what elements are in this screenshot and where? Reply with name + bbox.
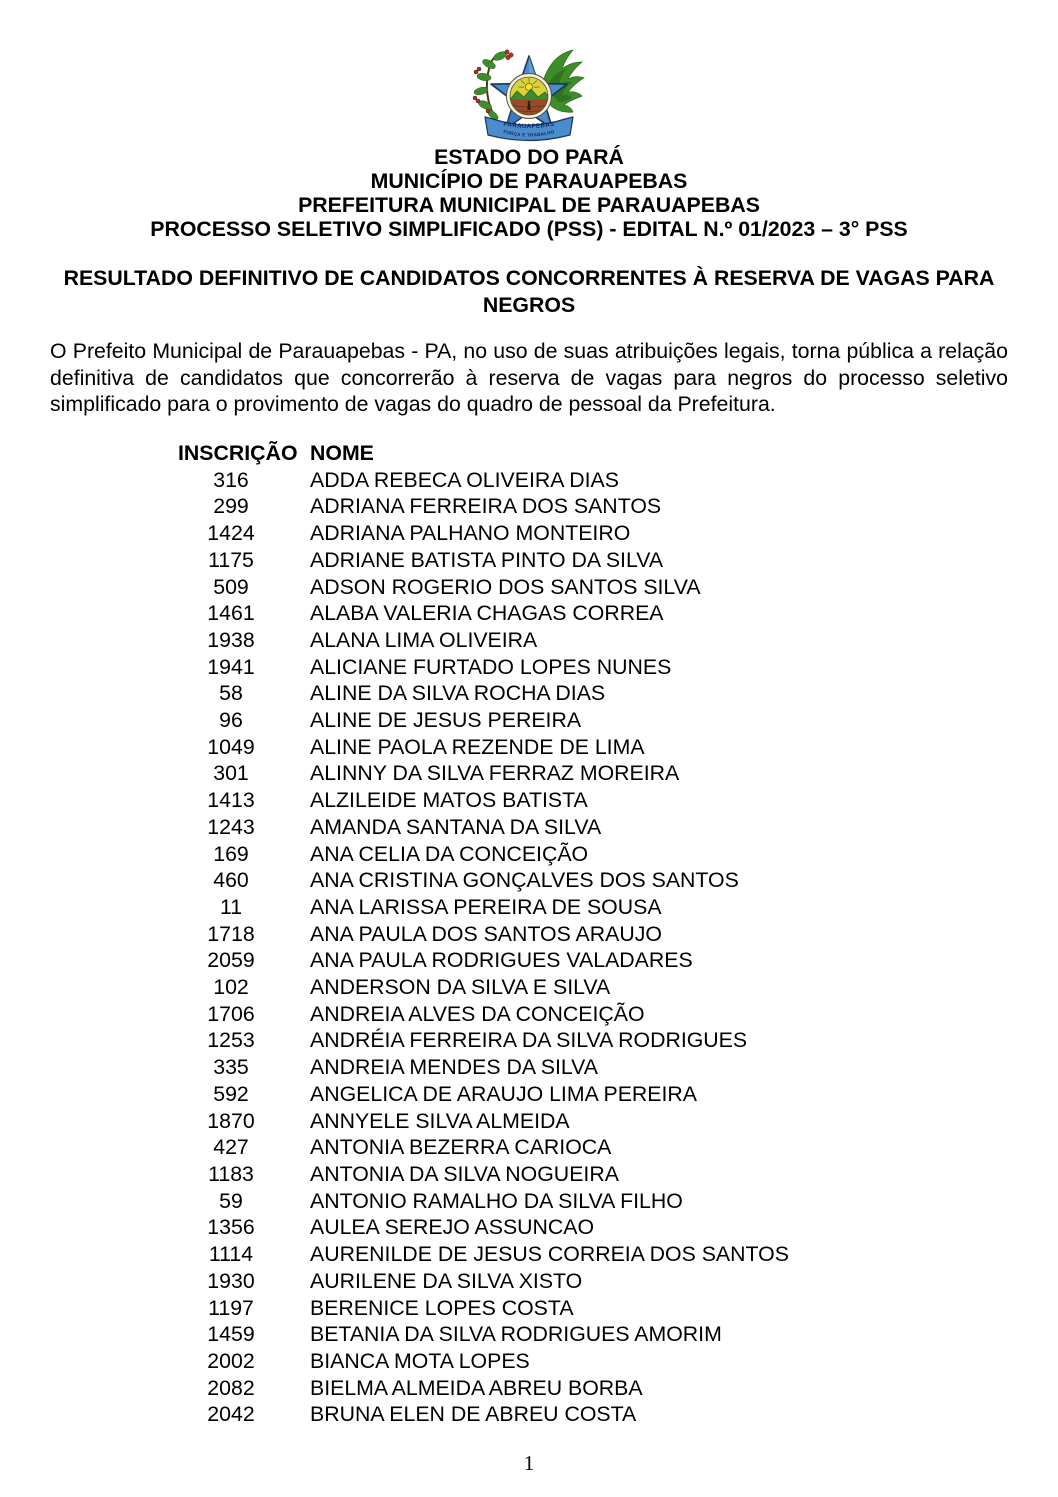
inscription-cell: 301 [213,761,249,786]
inscription-cell: 1706 [207,1001,255,1026]
inscription-cell: 1459 [207,1322,255,1347]
table-row [178,1054,789,1081]
ribbon-icon [485,117,573,141]
inscription-cell: 1930 [207,1268,255,1293]
intro-paragraph: O Prefeito Municipal de Parauapebas - PA, no uso de suas atribuições legais, torna pública a relação definitiva de candidatos que concorrerão à reserva de vagas para negros do processo seletivo simplificado para o provimento de vagas do quadro de pessoal da Prefeitura. [50,339,1008,417]
document-title-line1: RESULTADO DEFINITIVO DE CANDIDATOS CONCORRENTES À RESERVA DE VAGAS PARA [63,266,995,290]
name-cell: ALABA VALERIA CHAGAS CORREA [310,601,664,626]
table-row [178,1268,789,1295]
svg-text:PARAUAPEBAS [503,121,555,130]
inscription-cell: 592 [213,1081,249,1106]
table-row [178,520,789,547]
table-header-row [178,440,789,467]
table-row [178,1001,789,1028]
table-row [178,627,789,654]
name-cell: ANDREIA ALVES DA CONCEIÇÃO [310,1001,645,1026]
table-row [178,894,789,921]
name-cell: ANTONIA DA SILVA NOGUEIRA [310,1161,619,1186]
name-cell: ANTONIA BEZERRA CARIOCA [310,1135,612,1160]
inscription-cell: 460 [213,868,249,893]
inscription-cell: 1175 [208,547,254,572]
name-cell: ANDERSON DA SILVA E SILVA [310,975,611,1000]
inscription-cell: 1253 [207,1028,255,1053]
name-cell: BRUNA ELEN DE ABREU COSTA [310,1402,637,1427]
inscription-cell: 1243 [207,814,255,839]
inscription-cell: 509 [213,574,249,599]
name-cell: ANDREIA MENDES DA SILVA [310,1055,598,1080]
name-cell: AURILENE DA SILVA XISTO [310,1268,583,1293]
inscription-cell: 58 [219,681,243,706]
name-cell: ADRIANA PALHANO MONTEIRO [310,521,631,546]
inscription-cell: 2082 [207,1375,255,1400]
inscription-cell: 1938 [207,627,255,652]
name-cell: AURENILDE DE JESUS CORREIA DOS SANTOS [310,1242,789,1267]
name-cell: ADSON ROGERIO DOS SANTOS SILVA [310,574,701,599]
name-cell: ANDRÉIA FERREIRA DA SILVA RODRIGUES [310,1028,748,1053]
table-row [178,467,789,494]
table-row [178,493,789,520]
name-cell: BERENICE LOPES COSTA [310,1295,574,1320]
column-header-nome: NOME [310,441,374,465]
table-row [178,1161,789,1188]
name-cell: ALINNY DA SILVA FERRAZ MOREIRA [310,761,680,786]
name-cell: ANA PAULA DOS SANTOS ARAUJO [310,921,662,946]
table-row [178,1188,789,1215]
name-cell: ALICIANE FURTADO LOPES NUNES [310,654,672,679]
name-cell: BIELMA ALMEIDA ABREU BORBA [310,1375,643,1400]
name-cell: BETANIA DA SILVA RODRIGUES AMORIM [310,1322,722,1347]
inscription-cell: 335 [213,1055,249,1080]
table-row [178,947,789,974]
inscription-cell: 11 [219,894,243,919]
name-cell: ADRIANE BATISTA PINTO DA SILVA [310,547,664,572]
table-row [178,1375,789,1402]
candidates-rows [178,467,789,1428]
table-row [178,680,789,707]
page-number: 1 [523,1451,535,1475]
inscription-cell: 102 [213,975,249,1000]
candidates-table [178,440,789,1428]
inscription-cell: 2042 [207,1402,255,1427]
letterhead-line-municipality: MUNICÍPIO DE PARAUAPEBAS [370,169,688,193]
name-cell: ANA PAULA RODRIGUES VALADARES [310,948,693,973]
name-cell: ANA LARISSA PEREIRA DE SOUSA [310,894,662,919]
table-row [178,1081,789,1108]
document-title [0,265,1058,319]
inscription-cell: 1413 [207,788,255,813]
name-cell: ALINE DA SILVA ROCHA DIAS [310,681,606,706]
table-row [178,600,789,627]
name-cell: ANGELICA DE ARAUJO LIMA PEREIRA [310,1081,698,1106]
table-row [178,841,789,868]
coat-of-arms [463,47,595,145]
table-row [178,867,789,894]
table-row [178,654,789,681]
name-cell: AMANDA SANTANA DA SILVA [310,814,602,839]
letterhead-line-edital: PROCESSO SELETIVO SIMPLIFICADO (PSS) - EDITAL N.º 01/2023 – 3° PSS [150,217,908,241]
name-cell: ALANA LIMA OLIVEIRA [310,627,538,652]
inscription-cell: 1197 [208,1295,254,1320]
letterhead-line-prefecture: PREFEITURA MUNICIPAL DE PARAUAPEBAS [298,193,760,217]
name-cell: ALINE PAOLA REZENDE DE LIMA [310,734,645,759]
coat-of-arms-graphic [463,47,595,145]
table-row [178,547,789,574]
ribbon-text-city: PARAUAPEBAS [502,120,556,131]
name-cell: ANNYELE SILVA ALMEIDA [310,1108,570,1133]
table-row [178,1295,789,1322]
ribbon-text-motto: FORÇA E TRABALHO [502,129,556,138]
name-cell: ADRIANA FERREIRA DOS SANTOS [310,494,662,519]
name-cell: ANA CELIA DA CONCEIÇÃO [310,841,589,866]
table-row [178,1401,789,1428]
inscription-cell: 299 [213,494,249,519]
inscription-cell: 2002 [207,1348,255,1373]
inscription-cell: 1870 [207,1108,255,1133]
inscription-cell: 59 [219,1188,243,1213]
table-row [178,921,789,948]
inscription-cell: 1941 [207,654,255,679]
inscription-cell: 1424 [207,521,255,546]
inscription-cell: 1049 [207,734,255,759]
table-row [178,787,789,814]
table-row [178,707,789,734]
table-row [178,1134,789,1161]
inscription-cell: 427 [213,1135,249,1160]
inscription-cell: 169 [213,841,249,866]
name-cell: ALZILEIDE MATOS BATISTA [310,788,588,813]
table-row [178,1027,789,1054]
letterhead-line-state: ESTADO DO PARÁ [434,145,624,169]
inscription-cell: 96 [219,708,243,733]
column-header-inscricao: INSCRIÇÃO [178,441,298,465]
name-cell: BIANCA MOTA LOPES [310,1348,530,1373]
table-row [178,574,789,601]
table-row [178,1108,789,1135]
table-row [178,734,789,761]
name-cell: ANA CRISTINA GONÇALVES DOS SANTOS [310,868,739,893]
letterhead [0,145,1058,241]
inscription-cell: 1461 [207,601,255,626]
table-row [178,1241,789,1268]
inscription-cell: 316 [213,467,249,492]
inscription-cell: 1114 [208,1242,254,1267]
table-row [178,1348,789,1375]
table-row [178,814,789,841]
name-cell: ALINE DE JESUS PEREIRA [310,708,582,733]
name-cell: ADDA REBECA OLIVEIRA DIAS [310,467,619,492]
inscription-cell: 2059 [207,948,255,973]
document-title-line2: NEGROS [482,293,576,317]
table-row [178,974,789,1001]
inscription-cell: 1183 [208,1161,254,1186]
name-cell: ANTONIO RAMALHO DA SILVA FILHO [310,1188,683,1213]
inscription-cell: 1718 [207,921,255,946]
table-row [178,760,789,787]
table-row [178,1214,789,1241]
table-row [178,1321,789,1348]
inscription-cell: 1356 [207,1215,255,1240]
name-cell: AULEA SEREJO ASSUNCAO [310,1215,595,1240]
